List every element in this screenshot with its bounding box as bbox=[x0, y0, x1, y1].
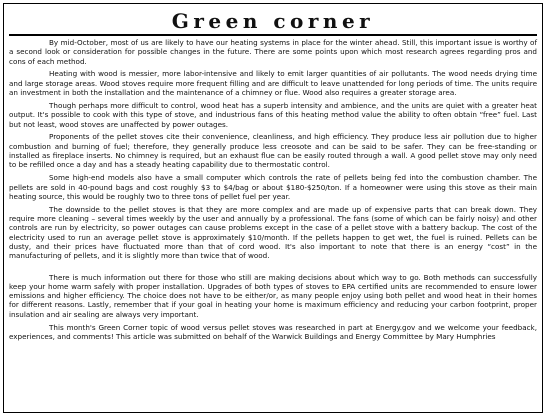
article-frame bbox=[3, 3, 543, 413]
paragraph-pellet-pros: Proponents of the pellet stoves cite their convenience, cleanliness, and high efficiency. They produce less air pollution due to higher combustion and burning of fuel; therefore, they generally produce less creosote and can be said to be safer. They can be free-standing or installed as fireplace inserts. No chimney is required, but an exhaust flue can be easily routed through a wall. A good pellet stove may only need to be refilled once a day and has a steady heating capability due to thermostatic control. bbox=[9, 132, 537, 170]
paragraph-conclusion: There is much information out there for those who still are making decisions about which way to go. Both methods can successfully keep your home warm safely with proper installation. Upgrades of both types of stoves to EPA certified units are recommended to ensure lower emissions and higher efficiency. The choice does not have to be either/or, as many people enjoy using both pellet and wood heat in their homes for different reasons. Lastly, remember that if your goal in heating your home is maximum efficiency and reducing your carbon footprint, proper insulation and air sealing are always very important. bbox=[9, 272, 537, 319]
paragraph-wood-pros: Though perhaps more difficult to control, wood heat has a superb intensity and ambience, and the units are quiet with a greater heat output. It's possible to cook with this type of stove, and industrious fans of this heating method value the ability to often obtain “free” fuel. Last but not least, wood stoves are unaffected by power outages. bbox=[9, 100, 537, 129]
title-divider bbox=[9, 34, 537, 36]
paragraph-pellet-cons: The downside to the pellet stoves is that they are more complex and are made up of expensive parts that can break down. They require more cleaning – several times weekly by the user and annually by a professional. The fans (some of which can be fairly noisy) and other controls are run by electricity, so power outages can cause problems except in the case of a pellet stove with a battery backup. The cost of the electricity used to run an average pellet stove is approximately $10/month. If the pellets happen to get wet, the fuel is ruined. Pellets can be dusty, and their prices have fluctuated more than that of cord wood. It's also important to note that there is an energy “cost” in the manufacturing of pellets, and it is slightly more than twice that of wood. bbox=[9, 204, 537, 261]
paragraph-credits: This month's Green Corner topic of wood versus pellet stoves was researched in part at Energy.gov and we welcome your feedback, experiences, and comments! This article was submitted on behalf of the Warwick Buildings and Energy Committee by Mary Humphries bbox=[9, 322, 537, 341]
title-bar bbox=[9, 8, 537, 34]
article-body bbox=[9, 38, 537, 341]
paragraph-pellet-models: Some high-end models also have a small computer which controls the rate of pellets being fed into the combustion chamber. The pellets are sold in 40-pound bags and cost roughly $3 to $4/bag or about $180-$250/ton. If a homeowner were using this stove as their main heating source, this would be roughly two to three tons of pellet fuel per year. bbox=[9, 173, 537, 201]
article-title: Green corner bbox=[171, 9, 375, 33]
paragraph-wood-cons: Heating with wood is messier, more labor-intensive and likely to emit larger quantities of air pollutants. The wood needs drying time and large storage areas. Wood stoves require more frequent filling and are difficult to leave unattended for long periods of time. The units require an investment in both the installation and the maintenance of a chimney or flue. Wood also requires a greater storage area. bbox=[9, 69, 537, 98]
paragraph-intro: By mid-October, most of us are likely to have our heating systems in place for the winter ahead. Still, this important issue is worthy of a second look or consideration for possible changes in the future. There are some points upon which most research agrees regarding pros and cons of each method. bbox=[9, 38, 537, 66]
